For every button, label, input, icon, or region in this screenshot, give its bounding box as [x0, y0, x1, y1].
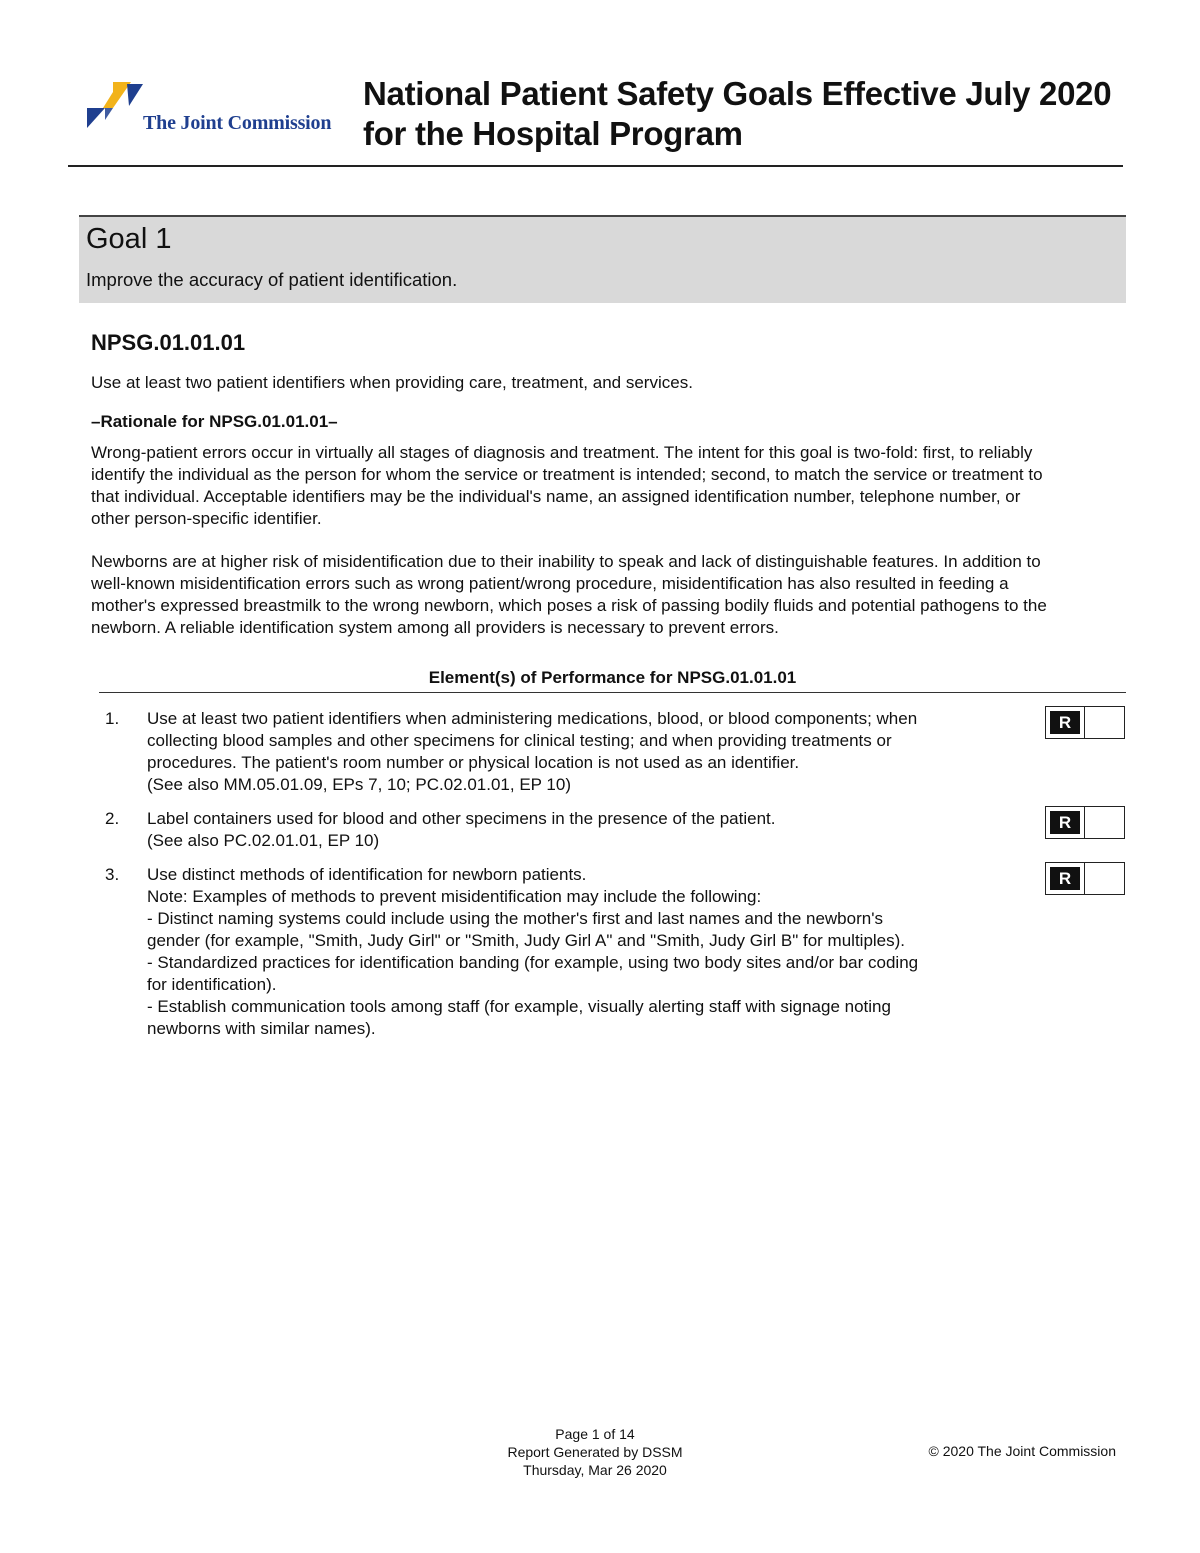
report-date: Thursday, Mar 26 2020 — [523, 1462, 667, 1478]
ep-line: gender (for example, "Smith, Judy Girl" or "Smith, Judy Girl A" and "Smith, Judy Girl B" for multiples). — [147, 931, 906, 950]
ep-line: Label containers used for blood and other specimens in the presence of the patient. — [147, 809, 776, 828]
copyright: © 2020 The Joint Commission — [928, 1443, 1116, 1459]
requirement-badge — [1045, 706, 1125, 739]
ep-number: 3. — [105, 865, 120, 884]
goal-description: Improve the accuracy of patient identification. — [86, 269, 458, 290]
goal-title: Goal 1 — [86, 223, 172, 255]
page-footer — [400, 1425, 790, 1479]
ep-number: 1. — [105, 709, 120, 728]
rationale-paragraph: Newborns are at higher risk of misidentification due to their inability to speak and lack of distinguishable features. In addition to well-known misidentification errors such as wrong patient/wrong procedure, misidentification has also resulted in feeding a mother's expressed breastmilk to the wrong newborn, which poses a risk of passing bodily fluids and potential pathogens to the newborn. A reliable identification system among all providers is necessary to prevent errors. — [91, 552, 1047, 637]
badge-divider — [1084, 863, 1085, 894]
ep-line: - Standardized practices for identification banding (for example, using two body sites and/or bar coding — [147, 953, 919, 972]
badge-divider — [1084, 807, 1085, 838]
npsg-description: Use at least two patient identifiers when providing care, treatment, and services. — [91, 373, 693, 392]
ep-line: newborns with similar names). — [147, 1019, 376, 1038]
logo-text: The Joint Commission — [143, 112, 332, 134]
elements-of-performance-heading: Element(s) of Performance for NPSG.01.01.01 — [99, 668, 1126, 693]
page-number: Page 1 of 14 — [555, 1426, 635, 1442]
ep-line: (See also MM.05.01.09, EPs 7, 10; PC.02.01.01, EP 10) — [147, 775, 571, 794]
document-header — [68, 70, 1123, 167]
ep-line: (See also PC.02.01.01, EP 10) — [147, 831, 380, 850]
ep-text — [147, 808, 1042, 852]
rationale-heading: –Rationale for NPSG.01.01.01– — [91, 412, 338, 431]
ep-line: Use distinct methods of identification for newborn patients. — [147, 865, 587, 884]
ep-line: - Establish communication tools among staff (for example, visually alerting staff with signage noting — [147, 997, 891, 1016]
ep-line: for identification). — [147, 975, 277, 994]
joint-commission-logo — [83, 82, 353, 132]
ep-number: 2. — [105, 809, 120, 828]
ep-text — [147, 708, 1042, 796]
rationale-paragraph: Wrong-patient errors occur in virtually all stages of diagnosis and treatment. The intent for this goal is two-fold: first, to reliably identify the individual as the person for whom the service or treatment is intended; second, to match the service or treatment to that individual. Acceptable identifiers may be the individual's name, an assigned identification number, telephone number, or other person-specific identifier. — [91, 443, 1043, 528]
r-icon: R — [1050, 867, 1080, 890]
r-icon: R — [1050, 711, 1080, 734]
ep-line: collecting blood samples and other specimens for clinical testing; and when providing treatments or — [147, 731, 892, 750]
goal-section — [79, 215, 1126, 303]
requirement-badge — [1045, 806, 1125, 839]
ep-line: Note: Examples of methods to prevent misidentification may include the following: — [147, 887, 762, 906]
ep-text — [147, 864, 1042, 1040]
report-generated: Report Generated by DSSM — [507, 1444, 683, 1460]
requirement-badge — [1045, 862, 1125, 895]
r-icon: R — [1050, 811, 1080, 834]
ep-line: procedures. The patient's room number or physical location is not used as an identifier. — [147, 753, 800, 772]
badge-divider — [1084, 707, 1085, 738]
ep-line: - Distinct naming systems could include using the mother's first and last names and the newborn's — [147, 909, 883, 928]
logo-mark-icon — [83, 82, 145, 128]
ep-line: Use at least two patient identifiers when administering medications, blood, or blood components; when — [147, 709, 918, 728]
document-title: National Patient Safety Goals Effective July 2020 for the Hospital Program — [363, 75, 1112, 152]
npsg-code: NPSG.01.01.01 — [91, 330, 246, 355]
